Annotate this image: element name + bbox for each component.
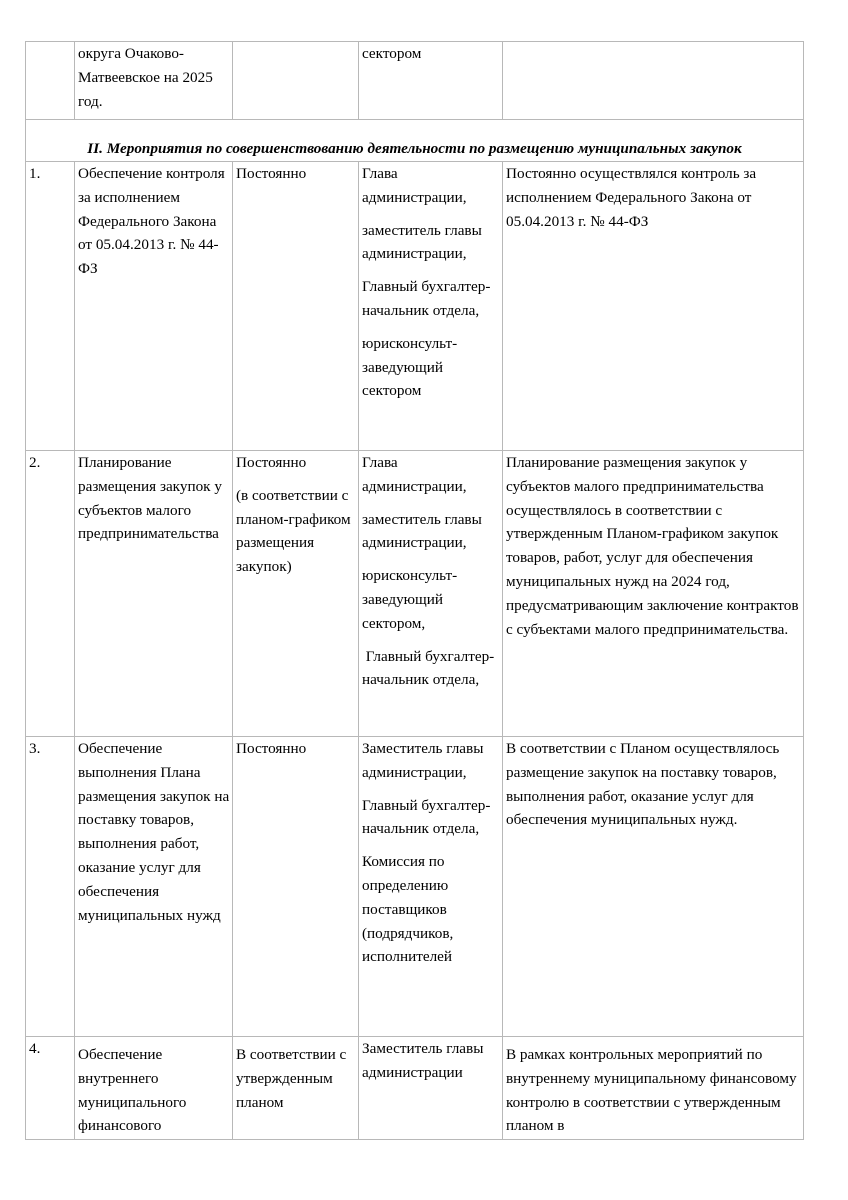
row-number-cell [26, 42, 75, 120]
term-cell [233, 737, 359, 1037]
result-cell: В соответствии с Планом осуществлялось размещение закупок на поставку товаров, выполнения работ, оказание услуг для обеспечения муниципальных нужд. [503, 737, 804, 1037]
responsible-cell [359, 162, 503, 451]
term-cell [233, 42, 359, 120]
table-row [26, 737, 804, 1037]
section-row [26, 120, 804, 162]
section-title: II. Мероприятия по совершенствованию деятельности по размещению муниципальных закупок [26, 120, 804, 162]
responsible-entry: Заместитель главы администрации, [362, 740, 484, 781]
responsible-cell [359, 737, 503, 1037]
responsible-entry: Заместитель главы администрации [362, 1040, 484, 1081]
term-text: Постоянно [236, 165, 307, 182]
responsible-cell [359, 1037, 503, 1140]
table-row [26, 1037, 804, 1140]
responsible-entry: Глава администрации, [362, 165, 467, 206]
result-cell [503, 42, 804, 120]
table-row [26, 42, 804, 120]
responsible-entry: юрисконсульт-заведующий сектором, [362, 567, 458, 632]
activity-cell: Планирование размещения закупок у субъектов малого предпринимательства [75, 451, 233, 737]
responsible-entry: Главный бухгалтер-начальник отдела, [362, 647, 495, 689]
responsible-entry: Глава администрации, [362, 454, 467, 495]
term-text: Постоянно [236, 454, 307, 471]
responsible-cell: сектором [359, 42, 503, 120]
row-number-cell: 4. [26, 1037, 75, 1140]
responsible-entry: заместитель главы администрации, [362, 510, 482, 552]
activity-cell: Обеспечение выполнения Плана размещения закупок на поставку товаров, выполнения работ, оказание услуг для обеспечения муниципальных нужд [75, 737, 233, 1037]
activity-cell: Обеспечение внутреннего муниципального финансового [75, 1037, 233, 1140]
table-row [26, 162, 804, 451]
term-text: Постоянно [236, 740, 307, 757]
result-cell: Постоянно осуществлялся контроль за исполнением Федерального Закона от 05.04.2013 г. № 44-ФЗ [503, 162, 804, 451]
row-number-cell: 3. [26, 737, 75, 1037]
row-number-cell: 1. [26, 162, 75, 451]
activity-cell: Обеспечение контроля за исполнением Федерального Закона от 05.04.2013 г. № 44-ФЗ [75, 162, 233, 451]
table-row [26, 451, 804, 737]
responsible-entry: Комиссия по определению поставщиков (подрядчиков, исполнителей [362, 853, 454, 966]
term-cell [233, 162, 359, 451]
responsible-entry: заместитель главы администрации, [362, 221, 482, 263]
activities-table [25, 41, 804, 1140]
result-cell: В рамках контрольных мероприятий по внутреннему муниципальному финансовому контролю в соответствии с утвержденным планом в [503, 1037, 804, 1140]
responsible-cell [359, 451, 503, 737]
term-text: В соответствии с утвержденным планом [236, 1046, 347, 1111]
term-text: (в соответствии с планом-графиком размещения закупок) [236, 486, 351, 576]
row-number-cell: 2. [26, 451, 75, 737]
activity-cell: округа Очаково-Матвеевское на 2025 год. [75, 42, 233, 120]
responsible-entry: Главный бухгалтер-начальник отдела, [362, 796, 491, 838]
term-cell [233, 1037, 359, 1140]
result-cell: Планирование размещения закупок у субъектов малого предпринимательства осуществлялось в соответствии с утвержденным Планом-графиком закупок товаров, работ, услуг для обеспечения муниципальных нужд на 2024 год, предусматривающим заключение контрактов с субъектами малого предпринимательства. [503, 451, 804, 737]
responsible-entry: юрисконсульт-заведующий сектором [362, 334, 458, 400]
term-cell [233, 451, 359, 737]
responsible-entry: Главный бухгалтер-начальник отдела, [362, 278, 491, 319]
